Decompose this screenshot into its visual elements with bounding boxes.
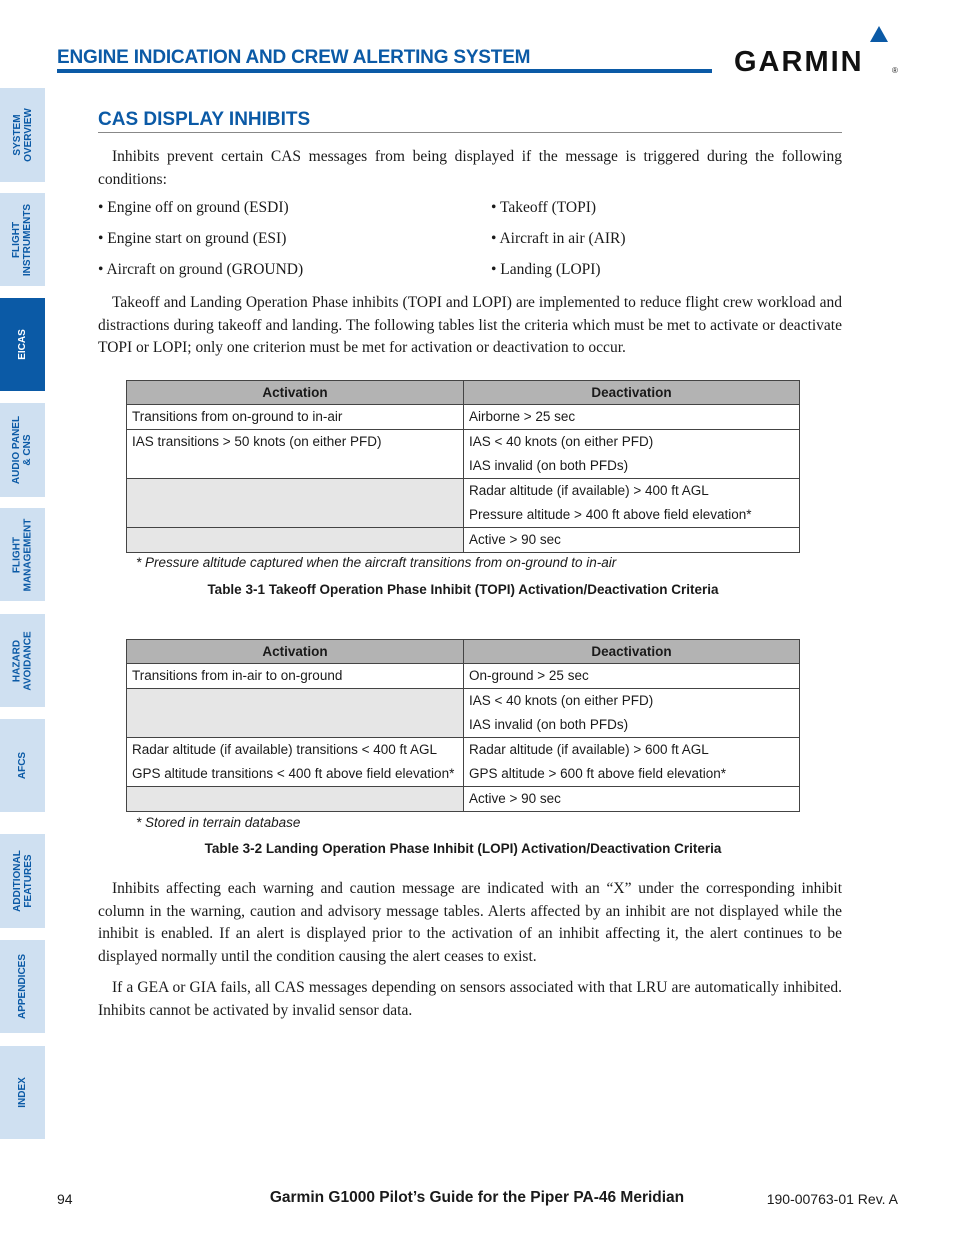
bullet-item: • Engine start on ground (ESI): [98, 230, 287, 247]
lopi-criteria-table: [126, 639, 800, 812]
table-row: [127, 405, 800, 430]
section-title: CAS DISPLAY INHIBITS: [98, 109, 311, 130]
deactivation-cell: [464, 787, 800, 812]
bullet-item: • Aircraft in air (AIR): [491, 230, 626, 247]
activation-cell-empty: [127, 528, 464, 553]
bullet-item: • Takeoff (TOPI): [491, 199, 597, 216]
cell-text: IAS invalid (on both PFDs): [469, 458, 629, 473]
tab-label: FLIGHT MANAGEMENT: [11, 518, 34, 591]
cell-text: Active > 90 sec: [469, 791, 561, 806]
cell-text: Active > 90 sec: [469, 532, 561, 547]
inhibit-effects-paragraph: Inhibits affecting each warning and caution message are indicated with an “X” under the corresponding inhibit column in the warning, caution and advisory message tables. Alerts affected by an inhibit are not displayed while the inhibit is enabled. If an alert is displayed prior to the activation of an inhibit affecting it, the alert continues to be displayed normally until the condition causing the alert ceases to exist.: [98, 880, 842, 965]
deactivation-cell: [464, 738, 800, 787]
registered-mark: ®: [892, 66, 898, 75]
tab-eicas[interactable]: [0, 298, 45, 391]
activation-cell: [127, 405, 464, 430]
bullet-item: • Aircraft on ground (GROUND): [98, 261, 304, 278]
cell-text: IAS < 40 knots (on either PFD): [469, 693, 654, 708]
table-row: [127, 430, 800, 479]
tab-audio-panel-cns[interactable]: [0, 403, 45, 497]
cell-text: IAS < 40 knots (on either PFD): [469, 434, 654, 449]
tab-index[interactable]: [0, 1046, 45, 1139]
table-row: [127, 664, 800, 689]
topi-lopi-paragraph: Takeoff and Landing Operation Phase inhibits (TOPI and LOPI) are implemented to reduce flight crew workload and distractions during takeoff and landing. The following tables list the criteria which must be met to activate or deactivate TOPI or LOPI; only one criterion must be met for activation or deactivation to occur.: [98, 294, 842, 356]
cell-text: GPS altitude transitions < 400 ft above field elevation*: [132, 766, 455, 781]
garmin-logo: [734, 26, 899, 76]
tab-label: AFCS: [16, 751, 28, 780]
tab-label: INDEX: [17, 1077, 28, 1108]
bullet-item: • Engine off on ground (ESDI): [98, 199, 289, 216]
deactivation-cell: [464, 528, 800, 553]
footer-title: Garmin G1000 Pilot’s Guide for the Piper PA-46 Meridian: [269, 1189, 685, 1206]
garmin-triangle-icon: [870, 26, 888, 42]
tab-additional-features[interactable]: [0, 834, 45, 928]
deactivation-cell: [464, 479, 800, 528]
activation-cell: [127, 430, 464, 479]
page-number: 94: [57, 1191, 73, 1207]
tab-label: EICAS: [17, 329, 28, 360]
gea-gia-paragraph: If a GEA or GIA fails, all CAS messages depending on sensors associated with that LRU are automatically inhibited. Inhibits cannot be activated by invalid sensor data.: [98, 979, 842, 1019]
tab-label: SYSTEM OVERVIEW: [11, 108, 34, 162]
header-rule: [57, 69, 712, 73]
deactivation-cell: [464, 405, 800, 430]
table-header-activation: Activation: [127, 640, 464, 664]
intro-paragraph: Inhibits prevent certain CAS messages from being displayed if the message is triggered during the following conditions:: [98, 148, 842, 188]
cell-text: Transitions from in-air to on-ground: [132, 668, 343, 683]
cell-text: GPS altitude > 600 ft above field elevation*: [469, 766, 727, 781]
tab-label: APPENDICES: [17, 953, 29, 1020]
deactivation-cell: [464, 430, 800, 479]
activation-cell-empty: [127, 787, 464, 812]
table-row: [127, 787, 800, 812]
cell-text: Airborne > 25 sec: [469, 409, 576, 424]
table1-caption: Table 3-1 Takeoff Operation Phase Inhibit (TOPI) Activation/Deactivation Criteria: [207, 582, 719, 597]
table-row: [127, 479, 800, 528]
cell-text: On-ground > 25 sec: [469, 668, 589, 683]
tab-label: AUDIO PANEL & CNS: [11, 415, 34, 485]
activation-cell: [127, 664, 464, 689]
table-header-deactivation: Deactivation: [464, 381, 800, 405]
activation-cell-empty: [127, 479, 464, 528]
tab-appendices[interactable]: [0, 940, 45, 1033]
activation-cell-empty: [127, 689, 464, 738]
garmin-logo-text: GARMIN: [734, 46, 864, 78]
tab-label: ADDITIONAL FEATURES: [11, 850, 34, 912]
tab-system-overview[interactable]: [0, 88, 45, 182]
tab-hazard-avoidance[interactable]: [0, 614, 45, 707]
table2-caption: Table 3-2 Landing Operation Phase Inhibit (LOPI) Activation/Deactivation Criteria: [204, 841, 722, 856]
activation-cell: [127, 738, 464, 787]
cell-text: Pressure altitude > 400 ft above field elevation*: [469, 507, 752, 522]
table-header-deactivation: Deactivation: [464, 640, 800, 664]
bullet-item: • Landing (LOPI): [491, 261, 601, 278]
tab-label: HAZARD AVOIDANCE: [11, 630, 34, 691]
cell-text: IAS transitions > 50 knots (on either PFD): [132, 434, 382, 449]
document-number: 190-00763-01 Rev. A: [766, 1191, 898, 1207]
cell-text: Radar altitude (if available) transitions < 400 ft AGL: [132, 742, 438, 757]
tab-flight-instruments[interactable]: [0, 193, 45, 286]
tab-flight-management[interactable]: [0, 508, 45, 601]
cell-text: Radar altitude (if available) > 400 ft AGL: [469, 483, 709, 498]
tab-afcs[interactable]: [0, 719, 45, 812]
table-row: [127, 738, 800, 787]
deactivation-cell: [464, 689, 800, 738]
tab-label: FLIGHT INSTRUMENTS: [11, 203, 34, 276]
topi-criteria-table: [126, 380, 800, 553]
section-rule: [98, 132, 842, 133]
header-section-title: ENGINE INDICATION AND CREW ALERTING SYSTEM: [57, 47, 531, 68]
cell-text: Transitions from on-ground to in-air: [132, 409, 343, 424]
table-header-activation: Activation: [127, 381, 464, 405]
table2-footnote: * Stored in terrain database: [136, 815, 301, 830]
table1-footnote: * Pressure altitude captured when the aircraft transitions from on-ground to in-air: [136, 555, 617, 570]
deactivation-cell: [464, 664, 800, 689]
table-row: [127, 528, 800, 553]
cell-text: Radar altitude (if available) > 600 ft AGL: [469, 742, 709, 757]
cell-text: IAS invalid (on both PFDs): [469, 717, 629, 732]
table-row: [127, 689, 800, 738]
